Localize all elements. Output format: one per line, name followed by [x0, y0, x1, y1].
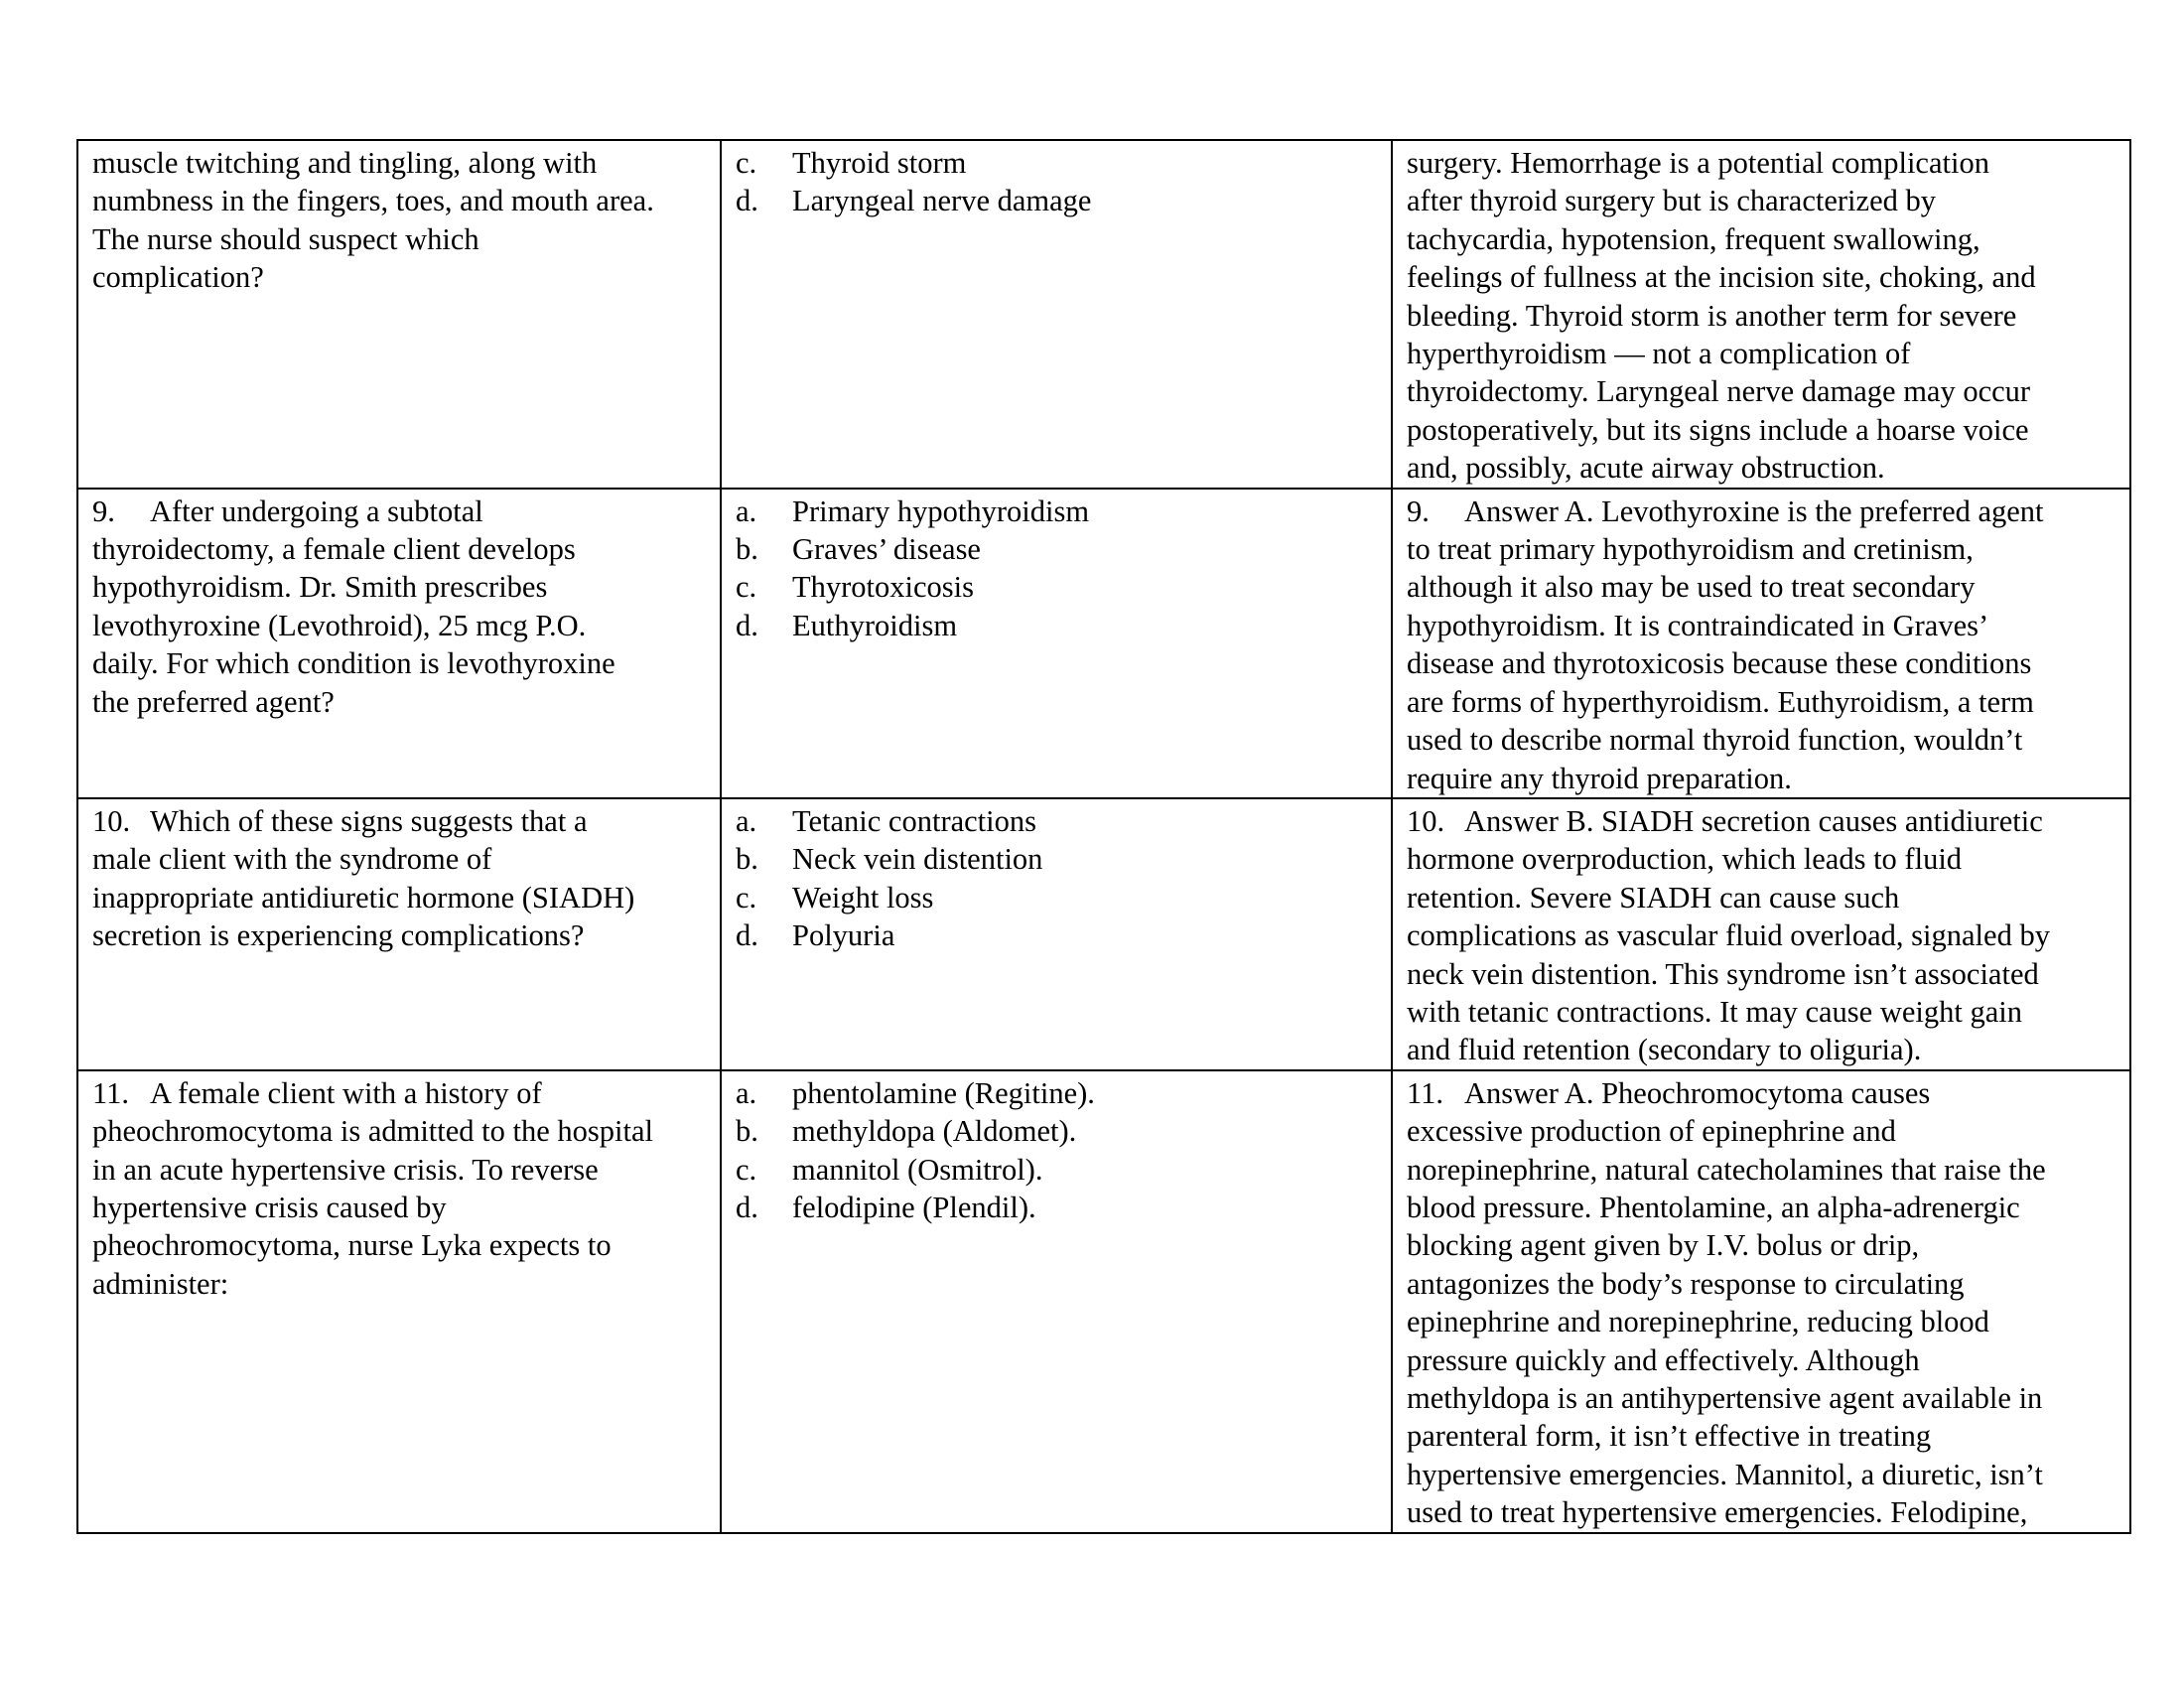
question-line	[92, 916, 706, 954]
question-text: levothyroxine (Levothroid), 25 mcg P.O.	[92, 608, 587, 642]
answer-line	[1407, 1493, 2116, 1531]
option-letter: a.	[736, 803, 757, 838]
answer-line	[1407, 1226, 2116, 1264]
option-text: methyldopa (Aldomet).	[792, 1114, 1077, 1149]
question-answer-table	[76, 139, 2131, 1534]
answer-line	[1407, 1112, 2116, 1150]
answer-line	[1407, 879, 2116, 916]
question-line	[92, 683, 706, 721]
answer-line	[1407, 568, 2116, 606]
option-text: phentolamine (Regitine).	[792, 1075, 1095, 1110]
question-text: inappropriate antidiuretic hormone (SIADH)	[92, 880, 635, 914]
answer-text: disease and thyrotoxicosis because these conditions	[1407, 646, 2032, 681]
answer-text: with tetanic contractions. It may cause weight gain	[1407, 994, 2022, 1029]
answer-line	[1407, 220, 2116, 258]
answer-line	[1407, 1189, 2116, 1226]
question-number: 10.	[92, 803, 131, 838]
question-text: pheochromocytoma is admitted to the hospital	[92, 1114, 653, 1149]
answer-text: hypertensive emergencies. Mannitol, a diuretic, isn’t	[1407, 1457, 2043, 1491]
question-text: daily. For which condition is levothyroxine	[92, 646, 615, 681]
answer-text: blocking agent given by I.V. bolus or drip,	[1407, 1228, 1920, 1263]
table-row	[77, 798, 2130, 1070]
answer-line	[1407, 644, 2116, 682]
option-text: Neck vein distention	[792, 842, 1043, 877]
answer-line	[1407, 258, 2116, 296]
answer-number: 10.	[1407, 803, 1445, 838]
answer-line	[1407, 607, 2116, 644]
answer-line	[1407, 1417, 2116, 1455]
option-letter: b.	[736, 1114, 758, 1149]
option-item	[736, 182, 1377, 219]
table-row	[77, 140, 2130, 489]
option-item	[736, 607, 1377, 644]
answer-line	[1407, 993, 2116, 1031]
option-text: Laryngeal nerve damage	[792, 184, 1092, 218]
answer-cell	[1392, 489, 2130, 798]
answer-text: neck vein distention. This syndrome isn’t associated	[1407, 956, 2039, 991]
answer-text: feelings of fullness at the incision site, choking, and	[1407, 260, 2036, 295]
options-cell	[721, 489, 1392, 798]
answer-text: complications as vascular fluid overload, signaled by	[1407, 918, 2050, 953]
question-cell	[77, 140, 721, 489]
answer-text: and fluid retention (secondary to oliguria).	[1407, 1033, 1922, 1067]
answer-text: Answer A. Pheochromocytoma causes	[1464, 1075, 1931, 1110]
option-item	[736, 1189, 1377, 1226]
question-text: secretion is experiencing complications?	[92, 918, 585, 953]
question-text: Which of these signs suggests that a	[150, 803, 588, 838]
answer-line	[1407, 1031, 2116, 1068]
question-line	[92, 144, 706, 182]
answer-number: 9.	[1407, 493, 1430, 528]
answer-line	[1407, 144, 2116, 182]
option-item	[736, 1074, 1377, 1112]
answer-text: hormone overproduction, which leads to fluid	[1407, 842, 1963, 877]
question-line	[92, 802, 706, 840]
answer-line	[1407, 760, 2116, 797]
option-item	[736, 840, 1377, 878]
answer-line	[1407, 297, 2116, 335]
option-letter: c.	[736, 1152, 757, 1187]
question-line	[92, 220, 706, 258]
question-text: hypothyroidism. Dr. Smith prescribes	[92, 570, 548, 605]
options-cell	[721, 140, 1392, 489]
question-line	[92, 879, 706, 916]
answer-text: thyroidectomy. Laryngeal nerve damage may occur	[1407, 374, 2031, 409]
question-line	[92, 1112, 706, 1150]
option-letter: c.	[736, 880, 757, 914]
question-text: After undergoing a subtotal	[150, 493, 483, 528]
answer-line	[1407, 721, 2116, 759]
answer-text: Answer A. Levothyroxine is the preferred agent	[1464, 493, 2044, 528]
answer-text: and, possibly, acute airway obstruction.	[1407, 451, 1885, 486]
answer-text: epinephrine and norepinephrine, reducing blood	[1407, 1305, 1989, 1339]
question-cell	[77, 489, 721, 798]
question-line	[92, 607, 706, 644]
answer-line	[1407, 492, 2116, 530]
question-number: 11.	[92, 1075, 129, 1110]
answer-cell	[1392, 140, 2130, 489]
answer-line	[1407, 1456, 2116, 1493]
answer-text: hypothyroidism. It is contraindicated in Graves’	[1407, 608, 1989, 642]
answer-text: used to treat hypertensive emergencies. Felodipine,	[1407, 1495, 2028, 1530]
answer-line	[1407, 1074, 2116, 1112]
option-item	[736, 802, 1377, 840]
question-text: muscle twitching and tingling, along with	[92, 146, 598, 180]
answer-line	[1407, 1151, 2116, 1189]
question-text: complication?	[92, 260, 264, 295]
option-item	[736, 1112, 1377, 1150]
answer-cell	[1392, 798, 2130, 1070]
option-item	[736, 530, 1377, 568]
question-line	[92, 568, 706, 606]
option-text: Polyuria	[792, 918, 895, 953]
question-line	[92, 1226, 706, 1264]
answer-text: blood pressure. Phentolamine, an alpha-adrenergic	[1407, 1190, 2020, 1224]
answer-line	[1407, 1341, 2116, 1379]
answer-text: tachycardia, hypotension, frequent swallowing,	[1407, 221, 1980, 256]
answer-line	[1407, 1303, 2116, 1340]
answer-text: norepinephrine, natural catecholamines that raise the	[1407, 1152, 2046, 1187]
question-line	[92, 1151, 706, 1189]
option-letter: b.	[736, 532, 758, 567]
question-text: The nurse should suspect which	[92, 221, 479, 256]
option-text: Thyrotoxicosis	[792, 570, 974, 605]
option-item	[736, 492, 1377, 530]
answer-line	[1407, 530, 2116, 568]
answer-text: retention. Severe SIADH can cause such	[1407, 880, 1900, 914]
question-line	[92, 644, 706, 682]
option-item	[736, 568, 1377, 606]
question-line	[92, 530, 706, 568]
question-line	[92, 258, 706, 296]
answer-text: excessive production of epinephrine and	[1407, 1114, 1896, 1149]
table-row	[77, 489, 2130, 798]
answer-text: after thyroid surgery but is characterized by	[1407, 184, 1936, 218]
answer-text: surgery. Hemorrhage is a potential complication	[1407, 146, 1989, 180]
answer-line	[1407, 916, 2116, 954]
option-text: Primary hypothyroidism	[792, 493, 1090, 528]
question-line	[92, 182, 706, 219]
answer-line	[1407, 449, 2116, 487]
option-letter: d.	[736, 1190, 758, 1224]
question-text: the preferred agent?	[92, 684, 335, 719]
option-item	[736, 879, 1377, 916]
question-text: thyroidectomy, a female client develops	[92, 532, 576, 567]
answer-number: 11.	[1407, 1075, 1443, 1110]
answer-text: bleeding. Thyroid storm is another term for severe	[1407, 298, 2017, 333]
question-text: administer:	[92, 1266, 229, 1301]
question-cell	[77, 1070, 721, 1533]
question-text: numbness in the fingers, toes, and mouth area.	[92, 184, 654, 218]
question-text: hypertensive crisis caused by	[92, 1190, 447, 1224]
answer-line	[1407, 683, 2116, 721]
option-text: Thyroid storm	[792, 146, 967, 180]
options-cell	[721, 1070, 1392, 1533]
question-line	[92, 840, 706, 878]
option-letter: d.	[736, 608, 758, 642]
question-text: pheochromocytoma, nurse Lyka expects to	[92, 1228, 612, 1263]
answer-text: parenteral form, it isn’t effective in treating	[1407, 1419, 1932, 1454]
answer-text: pressure quickly and effectively. Although	[1407, 1342, 1920, 1377]
answer-text: to treat primary hypothyroidism and cretinism,	[1407, 532, 1974, 567]
answer-text: require any thyroid preparation.	[1407, 761, 1792, 795]
question-number: 9.	[92, 493, 115, 528]
option-letter: a.	[736, 1075, 757, 1110]
option-text: felodipine (Plendil).	[792, 1190, 1036, 1224]
answer-line	[1407, 411, 2116, 449]
answer-line	[1407, 840, 2116, 878]
answer-line	[1407, 955, 2116, 993]
answer-text: Answer B. SIADH secretion causes antidiuretic	[1464, 803, 2043, 838]
table-row	[77, 1070, 2130, 1533]
answer-text: used to describe normal thyroid function, wouldn’t	[1407, 723, 2023, 758]
answer-line	[1407, 1379, 2116, 1417]
options-cell	[721, 798, 1392, 1070]
option-letter: c.	[736, 570, 757, 605]
answer-text: although it also may be used to treat secondary	[1407, 570, 1976, 605]
option-item	[736, 144, 1377, 182]
option-text: Graves’ disease	[792, 532, 981, 567]
answer-line	[1407, 182, 2116, 219]
question-text: male client with the syndrome of	[92, 842, 492, 877]
answer-line	[1407, 802, 2116, 840]
option-letter: d.	[736, 184, 758, 218]
question-cell	[77, 798, 721, 1070]
answer-cell	[1392, 1070, 2130, 1533]
option-letter: c.	[736, 146, 757, 180]
option-letter: d.	[736, 918, 758, 953]
question-line	[92, 1074, 706, 1112]
option-item	[736, 1151, 1377, 1189]
answer-line	[1407, 1265, 2116, 1303]
question-line	[92, 1265, 706, 1303]
answer-line	[1407, 335, 2116, 372]
question-line	[92, 1189, 706, 1226]
option-text: Weight loss	[792, 880, 934, 914]
option-item	[736, 916, 1377, 954]
answer-text: are forms of hyperthyroidism. Euthyroidism, a term	[1407, 684, 2034, 719]
answer-text: postoperatively, but its signs include a hoarse voice	[1407, 412, 2029, 447]
answer-line	[1407, 372, 2116, 410]
question-text: in an acute hypertensive crisis. To reverse	[92, 1152, 599, 1187]
answer-text: antagonizes the body’s response to circulating	[1407, 1266, 1965, 1301]
answer-text: methyldopa is an antihypertensive agent available in	[1407, 1381, 2043, 1415]
option-text: mannitol (Osmitrol).	[792, 1152, 1043, 1187]
option-text: Euthyroidism	[792, 608, 958, 642]
option-letter: a.	[736, 493, 757, 528]
question-line	[92, 492, 706, 530]
answer-text: hyperthyroidism — not a complication of	[1407, 337, 1911, 371]
option-text: Tetanic contractions	[792, 803, 1036, 838]
question-text: A female client with a history of	[150, 1075, 542, 1110]
option-letter: b.	[736, 842, 758, 877]
